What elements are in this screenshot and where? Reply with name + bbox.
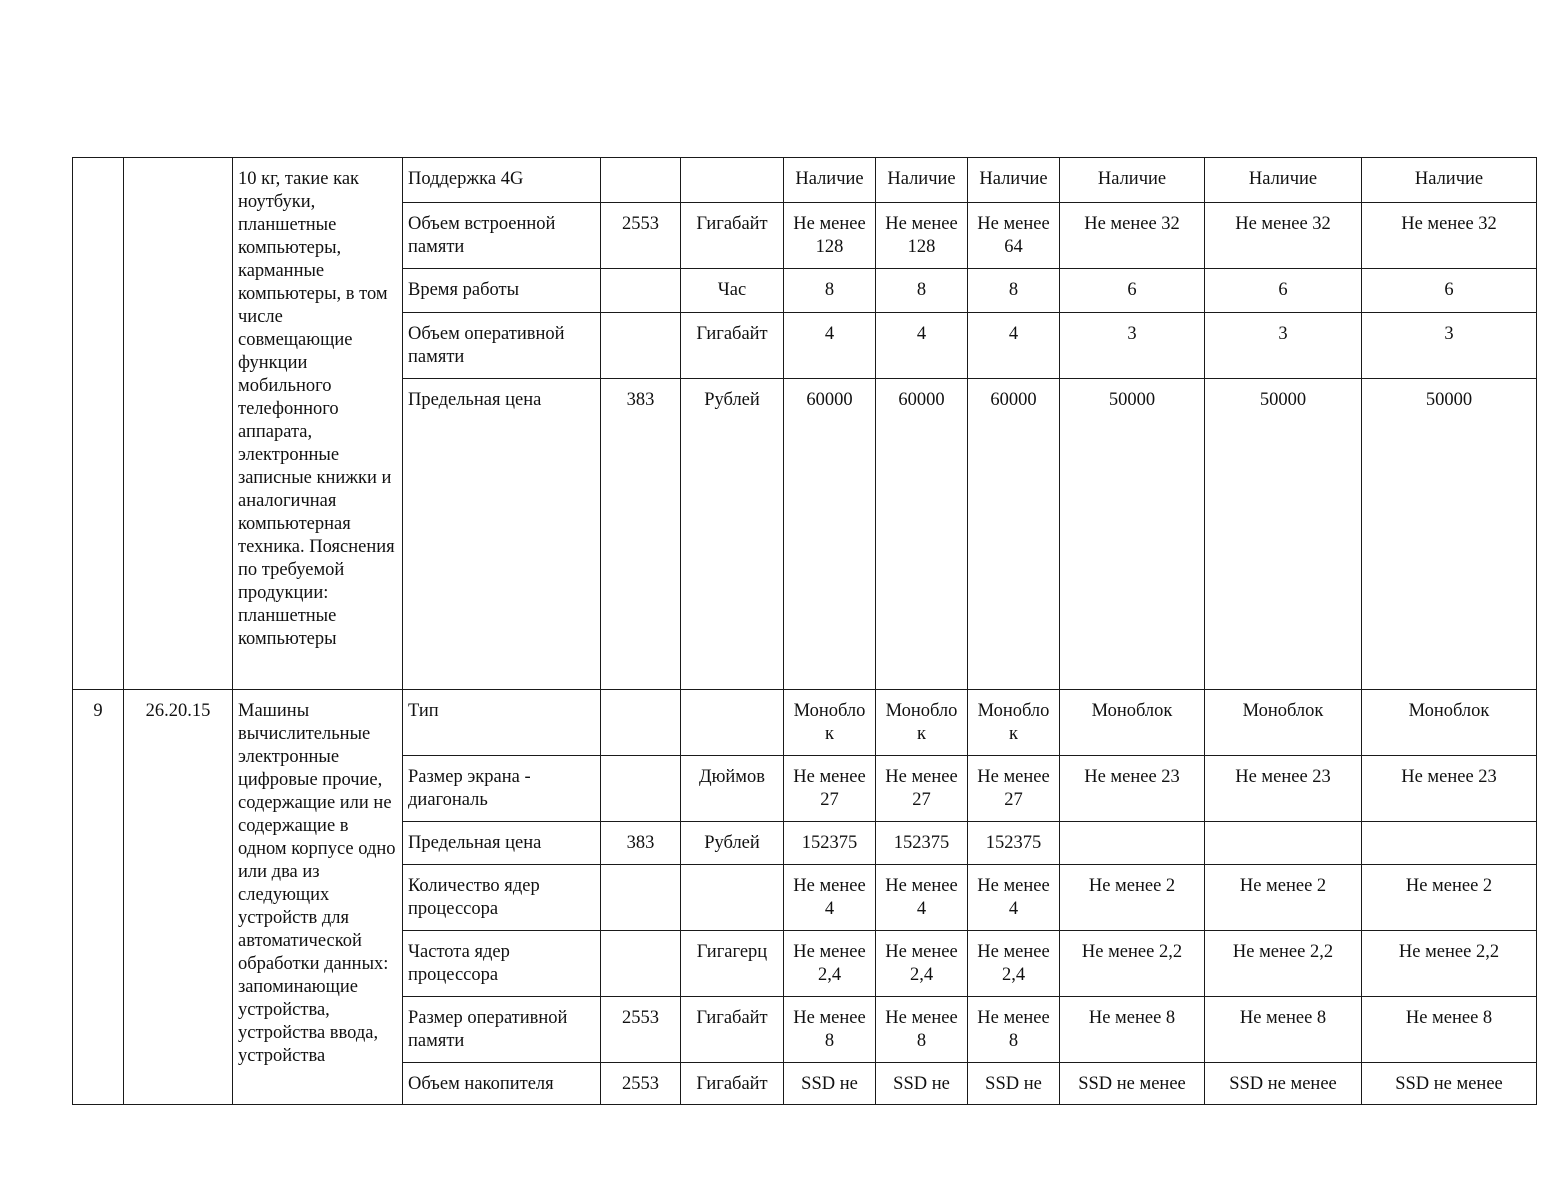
value-cell: Не менее 27 (876, 756, 968, 822)
characteristic-name: Предельная цена (403, 379, 601, 690)
value-cell: Наличие (876, 158, 968, 203)
value-cell: Не менее 8 (784, 997, 876, 1063)
okei-code: 2553 (601, 997, 681, 1063)
value-cell: Не менее 23 (1060, 756, 1205, 822)
value-cell: 50000 (1060, 379, 1205, 690)
okei-code: 2553 (601, 203, 681, 269)
value-cell: Не менее 8 (1205, 997, 1362, 1063)
value-cell: Не менее 4 (876, 865, 968, 931)
value-cell: Не менее 8 (968, 997, 1060, 1063)
value-cell: Не менее 2 (1205, 865, 1362, 931)
value-cell: 8 (784, 269, 876, 313)
value-cell: Не менее 32 (1060, 203, 1205, 269)
value-cell: Не менее 2,2 (1060, 931, 1205, 997)
unit-name: Гигабайт (681, 203, 784, 269)
value-cell: Не менее 32 (1205, 203, 1362, 269)
value-cell: Моноблок (1362, 690, 1537, 756)
value-cell: Моноблок (1205, 690, 1362, 756)
row-number-cell: 9 (73, 690, 124, 1105)
specification-table (72, 157, 1537, 1105)
value-cell: Не менее 2,4 (876, 931, 968, 997)
value-cell: Не менее 2 (1362, 865, 1537, 931)
value-cell: 3 (1205, 313, 1362, 379)
okpd-code-cell (124, 158, 233, 690)
characteristic-name: Количество ядер процессора (403, 865, 601, 931)
characteristic-name: Объем оперативной памяти (403, 313, 601, 379)
unit-name: Рублей (681, 379, 784, 690)
value-cell: Не менее 128 (876, 203, 968, 269)
unit-name: Гигабайт (681, 1063, 784, 1105)
value-cell: 4 (876, 313, 968, 379)
value-cell: 6 (1205, 269, 1362, 313)
value-cell: Не менее 2,4 (784, 931, 876, 997)
value-cell: Не менее 8 (876, 997, 968, 1063)
value-cell: 4 (784, 313, 876, 379)
okei-code (601, 931, 681, 997)
value-cell: 3 (1362, 313, 1537, 379)
value-cell: 60000 (968, 379, 1060, 690)
okei-code (601, 690, 681, 756)
value-cell: SSD не менее (1060, 1063, 1205, 1105)
characteristic-name: Размер оперативной памяти (403, 997, 601, 1063)
okei-code (601, 865, 681, 931)
okei-code: 2553 (601, 1063, 681, 1105)
value-cell: Не менее 4 (784, 865, 876, 931)
unit-name (681, 690, 784, 756)
characteristic-name: Поддержка 4G (403, 158, 601, 203)
value-cell: Не менее 64 (968, 203, 1060, 269)
characteristic-name: Частота ядер процессора (403, 931, 601, 997)
value-cell: 152375 (876, 822, 968, 865)
okei-code: 383 (601, 822, 681, 865)
unit-name: Гигабайт (681, 997, 784, 1063)
unit-name (681, 865, 784, 931)
unit-name: Гигагерц (681, 931, 784, 997)
unit-name: Гигабайт (681, 313, 784, 379)
okei-code: 383 (601, 379, 681, 690)
product-description-cell: 10 кг, такие как ноутбуки, планшетные компьютеры, карманные компьютеры, в том числе совмещающие функции мобильного телефонного аппарата, электронные записные книжки и аналогичная компьютерная техника. Пояснения по требуемой продукции: планшетные компьютеры (233, 158, 403, 690)
value-cell: Не менее 2,2 (1205, 931, 1362, 997)
characteristic-name: Предельная цена (403, 822, 601, 865)
value-cell (1060, 822, 1205, 865)
value-cell: 50000 (1362, 379, 1537, 690)
characteristic-name: Размер экрана - диагональ (403, 756, 601, 822)
value-cell: SSD не менее (1205, 1063, 1362, 1105)
value-cell: 50000 (1205, 379, 1362, 690)
value-cell: SSD не (784, 1063, 876, 1105)
characteristic-name: Время работы (403, 269, 601, 313)
unit-name: Дюймов (681, 756, 784, 822)
value-cell: Не менее 27 (968, 756, 1060, 822)
okei-code (601, 269, 681, 313)
value-cell: SSD не (968, 1063, 1060, 1105)
value-cell: 60000 (784, 379, 876, 690)
unit-name: Час (681, 269, 784, 313)
unit-name: Рублей (681, 822, 784, 865)
value-cell: Монобло к (876, 690, 968, 756)
value-cell: Не менее 2,4 (968, 931, 1060, 997)
value-cell: Не менее 2 (1060, 865, 1205, 931)
value-cell: SSD не (876, 1063, 968, 1105)
okei-code (601, 756, 681, 822)
value-cell: Не менее 27 (784, 756, 876, 822)
value-cell: Монобло к (784, 690, 876, 756)
value-cell: Не менее 32 (1362, 203, 1537, 269)
unit-name (681, 158, 784, 203)
value-cell: Не менее 23 (1205, 756, 1362, 822)
value-cell: Не менее 23 (1362, 756, 1537, 822)
value-cell: Наличие (784, 158, 876, 203)
product-description-cell: Машины вычислительные электронные цифровые прочие, содержащие или не содержащие в одном корпусе одно или два из следующих устройств для автоматической обработки данных: запоминающие устройства, устройства ввода, устройства (233, 690, 403, 1105)
characteristic-name: Тип (403, 690, 601, 756)
value-cell: 8 (968, 269, 1060, 313)
characteristic-name: Объем накопителя (403, 1063, 601, 1105)
value-cell: Наличие (1205, 158, 1362, 203)
value-cell: 60000 (876, 379, 968, 690)
value-cell: Наличие (968, 158, 1060, 203)
row-number-cell (73, 158, 124, 690)
value-cell: Наличие (1060, 158, 1205, 203)
value-cell (1362, 822, 1537, 865)
value-cell (1205, 822, 1362, 865)
okei-code (601, 313, 681, 379)
value-cell: Не менее 2,2 (1362, 931, 1537, 997)
value-cell: 8 (876, 269, 968, 313)
value-cell: 152375 (968, 822, 1060, 865)
value-cell: 4 (968, 313, 1060, 379)
value-cell: SSD не менее (1362, 1063, 1537, 1105)
value-cell: 6 (1362, 269, 1537, 313)
okpd-code-cell: 26.20.15 (124, 690, 233, 1105)
table-row (73, 158, 1537, 203)
value-cell: Не менее 128 (784, 203, 876, 269)
okei-code (601, 158, 681, 203)
value-cell: 3 (1060, 313, 1205, 379)
value-cell: Моноблок (1060, 690, 1205, 756)
table-row (73, 690, 1537, 756)
characteristic-name: Объем встроенной памяти (403, 203, 601, 269)
value-cell: Не менее 8 (1362, 997, 1537, 1063)
value-cell: Монобло к (968, 690, 1060, 756)
value-cell: Наличие (1362, 158, 1537, 203)
value-cell: 152375 (784, 822, 876, 865)
value-cell: Не менее 8 (1060, 997, 1205, 1063)
value-cell: 6 (1060, 269, 1205, 313)
value-cell: Не менее 4 (968, 865, 1060, 931)
